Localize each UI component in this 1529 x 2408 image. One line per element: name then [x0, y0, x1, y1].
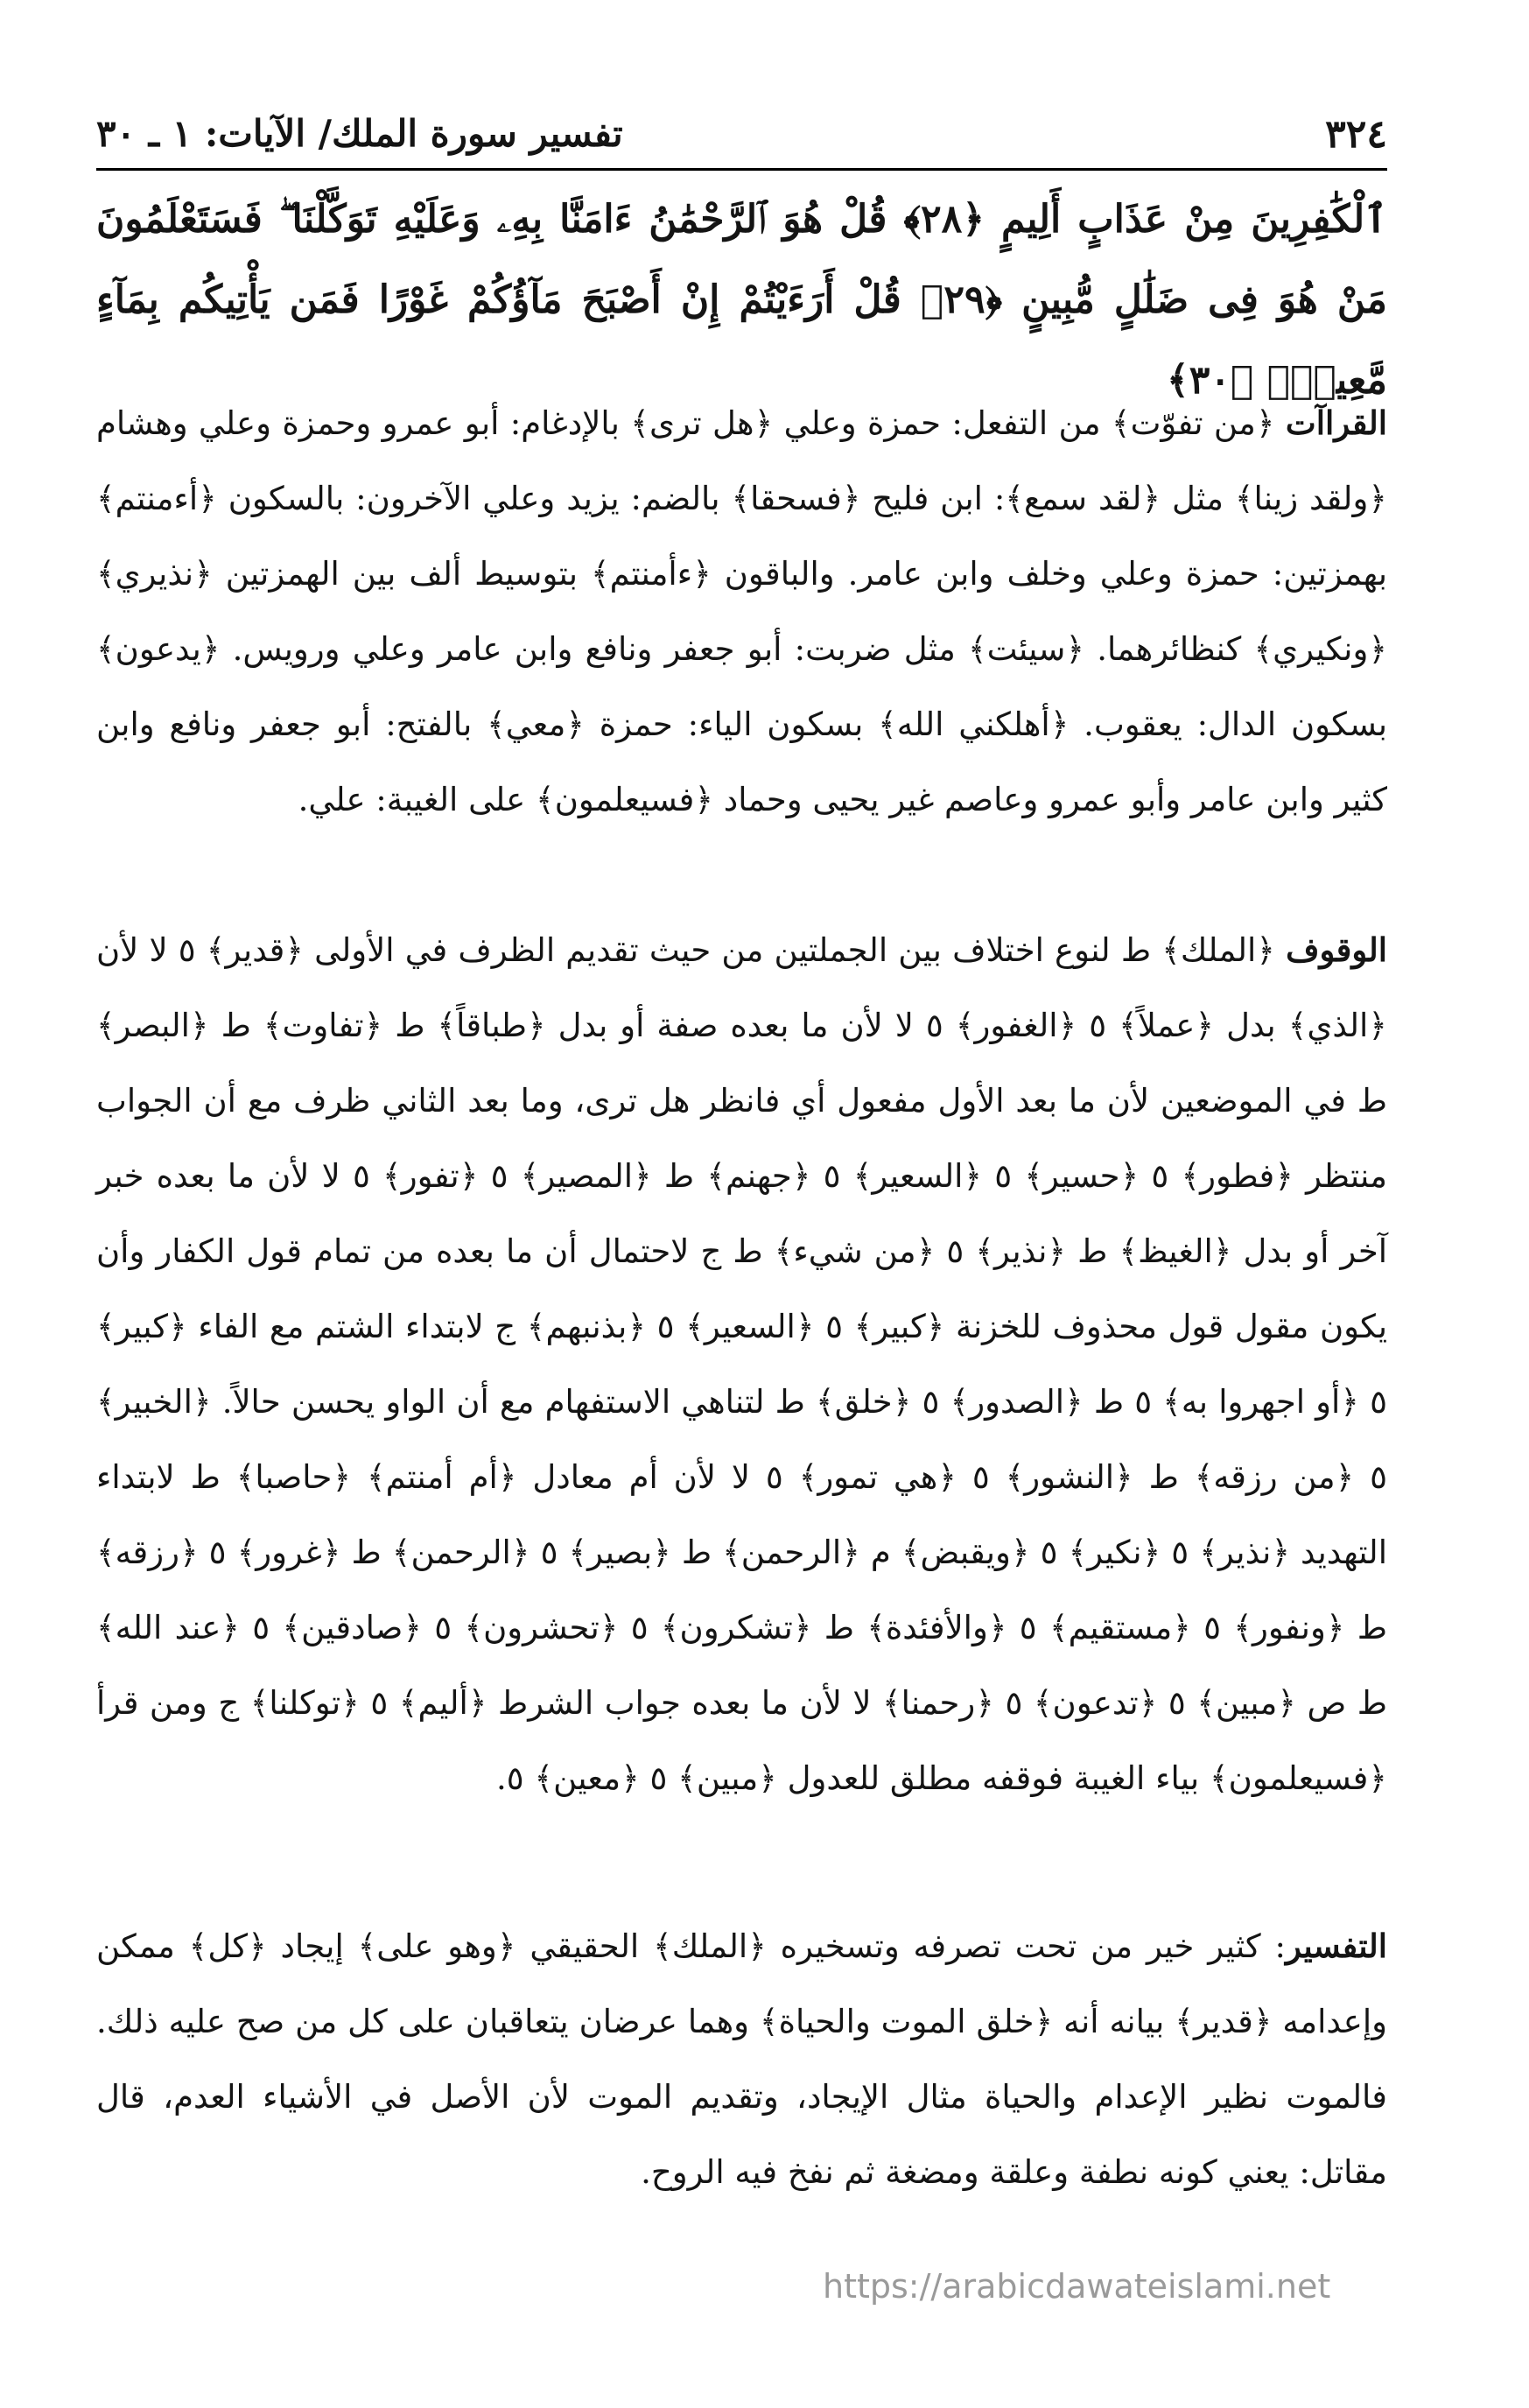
header-rule [96, 168, 1387, 171]
page-number: ٣٢٤ [1325, 112, 1387, 157]
watermark-url: https://arabicdawateislami.net [823, 2267, 1331, 2306]
qiraat-text: ﴿من تفوّت﴾ من التفعل: حمزة وعلي ﴿هل ترى﴾ بالإدغام: أبو عمرو وحمزة وعلي وهشام ﴿ولقد زينا﴾ مثل ﴿لقد سمع﴾: ابن فليح ﴿فسحقا﴾ بالضم: يزيد وعلي الآخرون: بالسكون ﴿أءمنتم﴾ بهمزتين: حمزة وعلي وخلف وابن عامر. والباقون ﴿ءأمنتم﴾ بتوسيط ألف بين الهمزتين ﴿نذيري﴾ ﴿ونكيري﴾ كنظائرهما. ﴿سيئت﴾ مثل ضربت: أبو جعفر ونافع وابن عامر وعلي ورويس. ﴿يدعون﴾ بسكون الدال: يعقوب. ﴿أهلكني الله﴾ بسكون الياء: حمزة ﴿معي﴾ بالفتح: أبو جعفر ونافع وابن كثير وابن عامر وأبو عمرو وعاصم غير يحيى وحماد ﴿فسيعلمون﴾ على الغيبة: علي. [96, 404, 1387, 818]
wuquf-label: الوقوف [1286, 930, 1387, 969]
qiraat-section [96, 385, 1387, 838]
tafsir-section [96, 1908, 1387, 2210]
quran-verses: ٱلْكَٰفِرِينَ مِنْ عَذَابٍ أَلِيمٍ ﴿٢٨﴾ قُلْ هُوَ ٱلرَّحْمَٰنُ ءَامَنَّا بِهِۦ وَعَلَيْهِ تَوَكَّلْنَا ۖ فَسَتَعْلَمُونَ مَنْ هُوَ فِى ضَلَٰلٍ مُّبِينٍ ﴿٢٩﴾ قُلْ أَرَءَيْتُمْ إِنْ أَصْبَحَ مَآؤُكُمْ غَوْرًا فَمَن يَأْتِيكُم بِمَآءٍ مَّعِينٍۭ ﴿٣٠﴾ [96, 197, 1387, 403]
wuquf-section [96, 912, 1387, 1816]
running-title: تفسير سورة الملك/ الآيات: ١ ـ ٣٠ [96, 112, 623, 155]
tafsir-label: التفسير [1285, 1927, 1387, 1965]
tafsir-text: : كثير خير من تحت تصرفه وتسخيره ﴿الملك﴾ الحقيقي ﴿وهو على﴾ إيجاد ﴿كل﴾ ممكن وإعدامه ﴿قدير﴾ بيانه أنه ﴿خلق الموت والحياة﴾ وهما عرضان يتعاقبان على كل من صح عليه ذلك. فالموت نظير الإعدام والحياة مثال الإيجاد، وتقديم الموت لأن الأصل في الأشياء العدم، قال مقاتل: يعني كونه نطفة وعلقة ومضغة ثم نفخ فيه الروح. [96, 1927, 1387, 2191]
page-header [96, 107, 1387, 165]
wuquf-text: ﴿الملك﴾ ط لنوع اختلاف بين الجملتين من حيث تقديم الظرف في الأولى ﴿قدير﴾ ٥ لا لأن ﴿الذي﴾ بدل ﴿عملاً﴾ ٥ ﴿الغفور﴾ ٥ لا لأن ما بعده صفة أو بدل ﴿طباقاً﴾ ط ﴿تفاوت﴾ ط ﴿البصر﴾ ط في الموضعين لأن ما بعد الأول مفعول أي فانظر هل ترى، وما بعد الثاني ظرف مع أن الجواب منتظر ﴿فطور﴾ ٥ ﴿حسير﴾ ٥ ﴿السعير﴾ ٥ ﴿جهنم﴾ ط ﴿المصير﴾ ٥ ﴿تفور﴾ ٥ لا لأن ما بعده خبر آخر أو بدل ﴿الغيظ﴾ ط ﴿نذير﴾ ٥ ﴿من شيء﴾ ط ج لاحتمال أن ما بعده من تمام قول الكفار وأن يكون مقول قول محذوف للخزنة ﴿كبير﴾ ٥ ﴿السعير﴾ ٥ ﴿بذنبهم﴾ ج لابتداء الشتم مع الفاء ﴿كبير﴾ ٥ ﴿أو اجهروا به﴾ ٥ ط ﴿الصدور﴾ ٥ ﴿خلق﴾ ط لتناهي الاستفهام مع أن الواو يحسن حالاً. ﴿الخبير﴾ ٥ ﴿من رزقه﴾ ط ﴿النشور﴾ ٥ ﴿هي تمور﴾ ٥ لا لأن أم معادل ﴿أم أمنتم﴾ ﴿حاصبا﴾ ط لابتداء التهديد ﴿نذير﴾ ٥ ﴿نكير﴾ ٥ ﴿ويقبض﴾ م ﴿الرحمن﴾ ط ﴿بصير﴾ ٥ ﴿الرحمن﴾ ط ﴿غرور﴾ ٥ ﴿رزقه﴾ ط ﴿ونفور﴾ ٥ ﴿مستقيم﴾ ٥ ﴿والأفئدة﴾ ط ﴿تشكرون﴾ ٥ ﴿تحشرون﴾ ٥ ﴿صادقين﴾ ٥ ﴿عند الله﴾ ط ص ﴿مبين﴾ ٥ ﴿تدعون﴾ ٥ ﴿رحمنا﴾ لا لأن ما بعده جواب الشرط ﴿أليم﴾ ٥ ﴿توكلنا﴾ ج ومن قرأ ﴿فسيعلمون﴾ بياء الغيبة فوقفه مطلق للعدول ﴿مبين﴾ ٥ ﴿معين﴾ ٥. [96, 931, 1388, 1797]
qiraat-label: القراآت [1285, 404, 1387, 442]
